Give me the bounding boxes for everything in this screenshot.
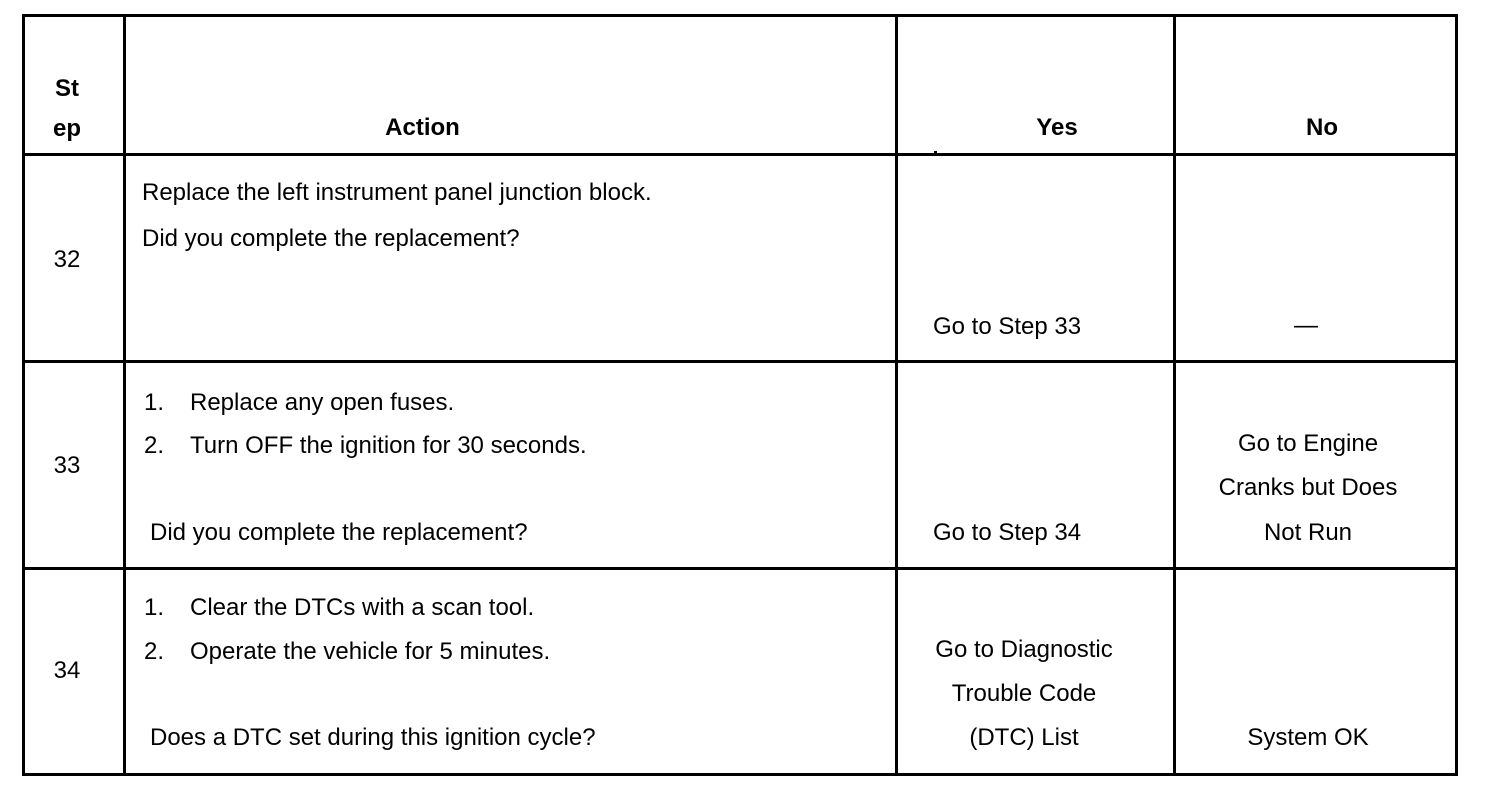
header-action: Action xyxy=(385,114,460,141)
no-text: — xyxy=(1294,312,1318,339)
column-divider xyxy=(1173,14,1176,776)
step-number-32: 32 xyxy=(53,246,81,273)
row-divider xyxy=(22,360,1458,363)
header-step-line2: ep xyxy=(52,115,81,142)
action-item-text: Operate the vehicle for 5 minutes. xyxy=(190,638,551,665)
action-question: Did you complete the replacement? xyxy=(150,519,528,546)
action-question: Did you complete the replacement? xyxy=(142,225,520,252)
no-text-line: Go to Engine xyxy=(1237,430,1379,457)
no-text-line: Not Run xyxy=(1263,519,1353,546)
table-border-right xyxy=(1455,14,1458,776)
header-no: No xyxy=(1306,114,1338,141)
stray-mark xyxy=(934,151,937,154)
header-yes: Yes xyxy=(1036,114,1078,141)
header-divider xyxy=(22,153,1458,156)
no-text: System OK xyxy=(1247,724,1369,751)
action-item-number: 2. xyxy=(144,432,165,459)
action-item-number: 2. xyxy=(144,638,165,665)
yes-text: Go to Step 34 xyxy=(933,519,1082,546)
yes-text-line: Trouble Code xyxy=(951,680,1097,707)
action-item-text: Clear the DTCs with a scan tool. xyxy=(190,594,535,621)
action-item-number: 1. xyxy=(144,389,165,416)
yes-text-line: (DTC) List xyxy=(969,724,1079,751)
action-item-number: 1. xyxy=(144,594,165,621)
yes-text: Go to Step 33 xyxy=(933,313,1082,340)
header-step-line1: St xyxy=(55,75,79,102)
yes-text-line: Go to Diagnostic xyxy=(935,636,1113,663)
table-border-bottom xyxy=(22,773,1458,776)
row-divider xyxy=(22,567,1458,570)
action-question: Does a DTC set during this ignition cycle? xyxy=(150,724,596,751)
step-number-34: 34 xyxy=(53,657,81,684)
action-item-text: Replace any open fuses. xyxy=(190,389,455,416)
diagnostic-table xyxy=(22,14,1458,776)
action-item-text: Turn OFF the ignition for 30 seconds. xyxy=(190,432,587,459)
table-border-top xyxy=(22,14,1458,17)
no-text-line: Cranks but Does xyxy=(1218,474,1398,501)
step-number-33: 33 xyxy=(53,452,81,479)
action-line: Replace the left instrument panel junction block. xyxy=(142,179,652,206)
